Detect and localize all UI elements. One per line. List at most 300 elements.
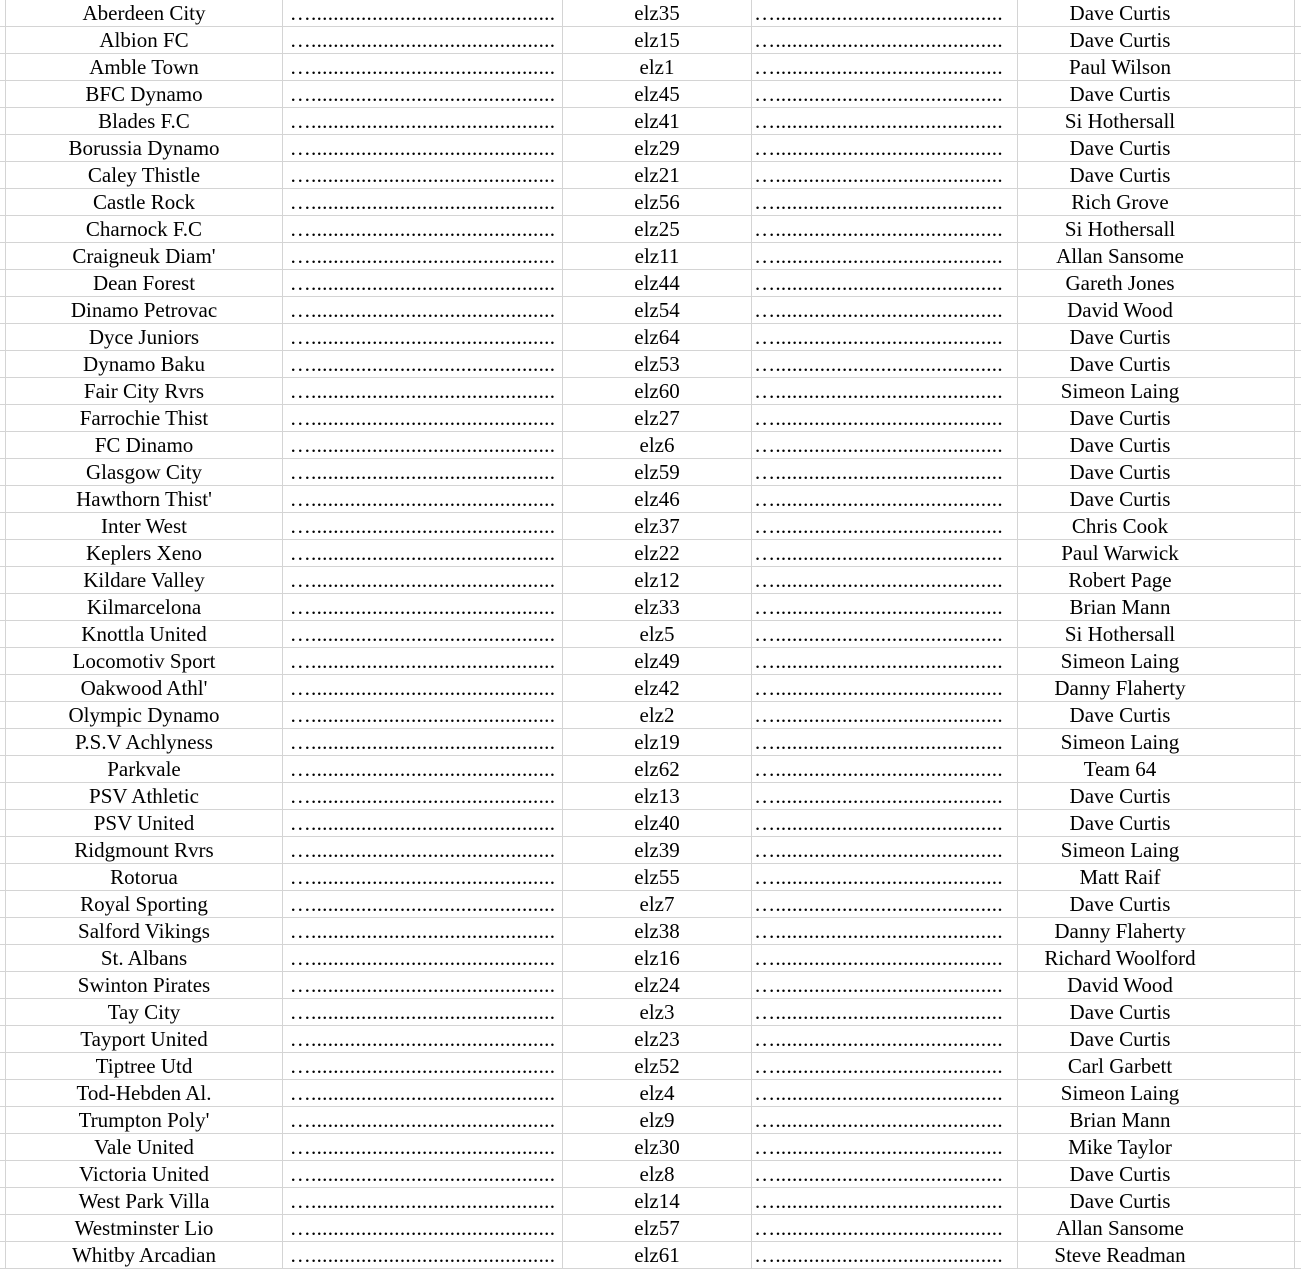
table-row	[0, 1107, 1301, 1134]
team-code-cell[interactable]: elz52	[563, 1053, 752, 1080]
manager-name-cell[interactable]: Dave Curtis	[1018, 135, 1295, 162]
team-name-cell[interactable]: Dyce Juniors	[6, 324, 283, 351]
team-name-cell[interactable]: Victoria United	[6, 1161, 283, 1188]
dotted-leader-cell[interactable]: …............................................	[283, 810, 563, 837]
dotted-leader-cell[interactable]: ….........................................	[752, 945, 1018, 972]
table-row	[0, 594, 1301, 621]
manager-name-cell[interactable]: Allan Sansome	[1018, 243, 1295, 270]
dotted-leader-cell[interactable]: ….........................................	[752, 864, 1018, 891]
gutter-cell-right[interactable]	[1295, 999, 1301, 1026]
team-code-cell[interactable]: elz40	[563, 810, 752, 837]
team-code-cell[interactable]: elz2	[563, 702, 752, 729]
team-name-cell[interactable]: Royal Sporting	[6, 891, 283, 918]
dotted-leader-cell[interactable]: …............................................	[283, 270, 563, 297]
team-name-cell[interactable]: FC Dinamo	[6, 432, 283, 459]
team-code-cell[interactable]: elz30	[563, 1134, 752, 1161]
manager-name-cell[interactable]: Dave Curtis	[1018, 405, 1295, 432]
dotted-leader-cell[interactable]: ….........................................	[752, 783, 1018, 810]
team-name-cell[interactable]: Tiptree Utd	[6, 1053, 283, 1080]
manager-name-cell[interactable]: Robert Page	[1018, 567, 1295, 594]
team-name-cell[interactable]: Borussia Dynamo	[6, 135, 283, 162]
dotted-leader-cell[interactable]: ….........................................	[752, 81, 1018, 108]
team-name-cell[interactable]: PSV United	[6, 810, 283, 837]
manager-name-cell[interactable]: Si Hothersall	[1018, 108, 1295, 135]
dotted-leader-cell[interactable]: …............................................	[283, 486, 563, 513]
dotted-leader-cell[interactable]: ….........................................	[752, 1242, 1018, 1269]
dotted-leader-cell[interactable]: ….........................................	[752, 432, 1018, 459]
team-name-cell[interactable]: Dynamo Baku	[6, 351, 283, 378]
manager-name-cell[interactable]: Danny Flaherty	[1018, 675, 1295, 702]
team-code-cell[interactable]: elz4	[563, 1080, 752, 1107]
manager-name-cell[interactable]: Dave Curtis	[1018, 81, 1295, 108]
team-name-cell[interactable]: Westminster Lio	[6, 1215, 283, 1242]
dotted-leader-cell[interactable]: …............................................	[283, 0, 563, 27]
gutter-cell-right[interactable]	[1295, 1026, 1301, 1053]
table-row	[0, 108, 1301, 135]
dotted-leader-cell[interactable]: ….........................................	[752, 702, 1018, 729]
dotted-leader-cell[interactable]: …............................................	[283, 459, 563, 486]
team-code-cell[interactable]: elz64	[563, 324, 752, 351]
manager-name-cell[interactable]: Dave Curtis	[1018, 810, 1295, 837]
dotted-leader-cell[interactable]: ….........................................	[752, 162, 1018, 189]
table-row	[0, 270, 1301, 297]
team-name-cell[interactable]: BFC Dynamo	[6, 81, 283, 108]
team-name-cell[interactable]: Tod-Hebden Al.	[6, 1080, 283, 1107]
gutter-cell-right[interactable]	[1295, 162, 1301, 189]
dotted-leader-cell[interactable]: ….........................................	[752, 837, 1018, 864]
manager-name-cell[interactable]: Brian Mann	[1018, 594, 1295, 621]
manager-name-cell[interactable]: Dave Curtis	[1018, 486, 1295, 513]
team-code-cell[interactable]: elz24	[563, 972, 752, 999]
dotted-leader-cell[interactable]: …............................................	[283, 864, 563, 891]
dotted-leader-cell[interactable]: …............................................	[283, 702, 563, 729]
team-code-cell[interactable]: elz60	[563, 378, 752, 405]
team-name-cell[interactable]: Ridgmount Rvrs	[6, 837, 283, 864]
gutter-cell-right[interactable]	[1295, 621, 1301, 648]
manager-name-cell[interactable]: Paul Warwick	[1018, 540, 1295, 567]
gutter-cell-right[interactable]	[1295, 405, 1301, 432]
team-name-cell[interactable]: P.S.V Achlyness	[6, 729, 283, 756]
dotted-leader-cell[interactable]: …............................................	[283, 783, 563, 810]
team-name-cell[interactable]: West Park Villa	[6, 1188, 283, 1215]
manager-name-cell[interactable]: Simeon Laing	[1018, 1080, 1295, 1107]
manager-name-cell[interactable]: Chris Cook	[1018, 513, 1295, 540]
team-name-cell[interactable]: Keplers Xeno	[6, 540, 283, 567]
manager-name-cell[interactable]: Paul Wilson	[1018, 54, 1295, 81]
gutter-cell-right[interactable]	[1295, 432, 1301, 459]
gutter-cell-right[interactable]	[1295, 675, 1301, 702]
team-name-cell[interactable]: Fair City Rvrs	[6, 378, 283, 405]
manager-name-cell[interactable]: Matt Raif	[1018, 864, 1295, 891]
dotted-leader-cell[interactable]: ….........................................	[752, 405, 1018, 432]
team-name-cell[interactable]: Hawthorn Thist'	[6, 486, 283, 513]
team-name-cell[interactable]: Locomotiv Sport	[6, 648, 283, 675]
manager-name-cell[interactable]: Si Hothersall	[1018, 621, 1295, 648]
gutter-cell-right[interactable]	[1295, 567, 1301, 594]
team-code-cell[interactable]: elz37	[563, 513, 752, 540]
team-code-cell[interactable]: elz5	[563, 621, 752, 648]
manager-name-cell[interactable]: Carl Garbett	[1018, 1053, 1295, 1080]
dotted-leader-cell[interactable]: ….........................................	[752, 1188, 1018, 1215]
dotted-leader-cell[interactable]: …............................................	[283, 999, 563, 1026]
gutter-cell-right[interactable]	[1295, 324, 1301, 351]
team-code-cell[interactable]: elz12	[563, 567, 752, 594]
dotted-leader-cell[interactable]: ….........................................	[752, 459, 1018, 486]
team-code-cell[interactable]: elz21	[563, 162, 752, 189]
gutter-cell-right[interactable]	[1295, 1161, 1301, 1188]
dotted-leader-cell[interactable]: …............................................	[283, 108, 563, 135]
manager-name-cell[interactable]: Mike Taylor	[1018, 1134, 1295, 1161]
manager-name-cell[interactable]: Richard Woolford	[1018, 945, 1295, 972]
dotted-leader-cell[interactable]: ….........................................	[752, 0, 1018, 27]
dotted-leader-cell[interactable]: ….........................................	[752, 324, 1018, 351]
table-row	[0, 918, 1301, 945]
gutter-cell-right[interactable]	[1295, 945, 1301, 972]
dotted-leader-cell[interactable]: ….........................................	[752, 621, 1018, 648]
dotted-leader-cell[interactable]: ….........................................	[752, 1161, 1018, 1188]
gutter-cell-right[interactable]	[1295, 27, 1301, 54]
team-code-cell[interactable]: elz49	[563, 648, 752, 675]
dotted-leader-cell[interactable]: ….........................................	[752, 297, 1018, 324]
dotted-leader-cell[interactable]: ….........................................	[752, 540, 1018, 567]
gutter-cell-right[interactable]	[1295, 702, 1301, 729]
manager-name-cell[interactable]: Simeon Laing	[1018, 729, 1295, 756]
dotted-leader-cell[interactable]: …............................................	[283, 567, 563, 594]
team-code-cell[interactable]: elz22	[563, 540, 752, 567]
manager-name-cell[interactable]: Dave Curtis	[1018, 999, 1295, 1026]
dotted-leader-cell[interactable]: ….........................................	[752, 675, 1018, 702]
team-code-cell[interactable]: elz35	[563, 0, 752, 27]
dotted-leader-cell[interactable]: …............................................	[283, 54, 563, 81]
team-code-cell[interactable]: elz46	[563, 486, 752, 513]
manager-name-cell[interactable]: David Wood	[1018, 972, 1295, 999]
dotted-leader-cell[interactable]: ….........................................	[752, 999, 1018, 1026]
dotted-leader-cell[interactable]: …............................................	[283, 1107, 563, 1134]
team-name-cell[interactable]: Kilmarcelona	[6, 594, 283, 621]
dotted-leader-cell[interactable]: …............................................	[283, 540, 563, 567]
dotted-leader-cell[interactable]: …............................................	[283, 513, 563, 540]
gutter-cell-right[interactable]	[1295, 810, 1301, 837]
dotted-leader-cell[interactable]: ….........................................	[752, 810, 1018, 837]
dotted-leader-cell[interactable]: …............................................	[283, 1080, 563, 1107]
team-name-cell[interactable]: Aberdeen City	[6, 0, 283, 27]
team-code-cell[interactable]: elz14	[563, 1188, 752, 1215]
dotted-leader-cell[interactable]: ….........................................	[752, 1053, 1018, 1080]
dotted-leader-cell[interactable]: …............................................	[283, 675, 563, 702]
gutter-cell-right[interactable]	[1295, 513, 1301, 540]
team-name-cell[interactable]: Amble Town	[6, 54, 283, 81]
dotted-leader-cell[interactable]: …............................................	[283, 432, 563, 459]
manager-name-cell[interactable]: Dave Curtis	[1018, 891, 1295, 918]
manager-name-cell[interactable]: Dave Curtis	[1018, 351, 1295, 378]
table-row	[0, 162, 1301, 189]
table-row	[0, 189, 1301, 216]
team-name-cell[interactable]: Inter West	[6, 513, 283, 540]
table-row	[0, 1188, 1301, 1215]
team-code-cell[interactable]: elz33	[563, 594, 752, 621]
team-code-cell[interactable]: elz19	[563, 729, 752, 756]
dotted-leader-cell[interactable]: ….........................................	[752, 351, 1018, 378]
dotted-leader-cell[interactable]: …............................................	[283, 405, 563, 432]
team-name-cell[interactable]: Dinamo Petrovac	[6, 297, 283, 324]
gutter-cell-right[interactable]	[1295, 1134, 1301, 1161]
dotted-leader-cell[interactable]: ….........................................	[752, 216, 1018, 243]
team-name-cell[interactable]: Glasgow City	[6, 459, 283, 486]
manager-name-cell[interactable]: Dave Curtis	[1018, 1161, 1295, 1188]
table-row	[0, 891, 1301, 918]
gutter-cell-right[interactable]	[1295, 756, 1301, 783]
team-code-cell[interactable]: elz8	[563, 1161, 752, 1188]
team-name-cell[interactable]: Craigneuk Diam'	[6, 243, 283, 270]
team-code-cell[interactable]: elz25	[563, 216, 752, 243]
dotted-leader-cell[interactable]: …............................................	[283, 162, 563, 189]
gutter-cell-right[interactable]	[1295, 648, 1301, 675]
table-row	[0, 1053, 1301, 1080]
team-code-cell[interactable]: elz7	[563, 891, 752, 918]
gutter-cell-right[interactable]	[1295, 837, 1301, 864]
team-code-cell[interactable]: elz23	[563, 1026, 752, 1053]
dotted-leader-cell[interactable]: …............................................	[283, 1053, 563, 1080]
gutter-cell-right[interactable]	[1295, 351, 1301, 378]
dotted-leader-cell[interactable]: …............................................	[283, 729, 563, 756]
dotted-leader-cell[interactable]: …............................................	[283, 621, 563, 648]
team-code-cell[interactable]: elz13	[563, 783, 752, 810]
team-name-cell[interactable]: Blades F.C	[6, 108, 283, 135]
dotted-leader-cell[interactable]: …............................................	[283, 756, 563, 783]
manager-name-cell[interactable]: Dave Curtis	[1018, 432, 1295, 459]
gutter-cell-right[interactable]	[1295, 0, 1301, 27]
dotted-leader-cell[interactable]: ….........................................	[752, 1215, 1018, 1242]
team-name-cell[interactable]: Rotorua	[6, 864, 283, 891]
team-name-cell[interactable]: Charnock F.C	[6, 216, 283, 243]
dotted-leader-cell[interactable]: ….........................................	[752, 648, 1018, 675]
dotted-leader-cell[interactable]: ….........................................	[752, 486, 1018, 513]
dotted-leader-cell[interactable]: ….........................................	[752, 243, 1018, 270]
dotted-leader-cell[interactable]: ….........................................	[752, 189, 1018, 216]
gutter-cell-right[interactable]	[1295, 135, 1301, 162]
table-row	[0, 972, 1301, 999]
dotted-leader-cell[interactable]: …............................................	[283, 1242, 563, 1269]
manager-name-cell[interactable]: Brian Mann	[1018, 1107, 1295, 1134]
table-row	[0, 243, 1301, 270]
gutter-cell-right[interactable]	[1295, 1215, 1301, 1242]
manager-name-cell[interactable]: Steve Readman	[1018, 1242, 1295, 1269]
dotted-leader-cell[interactable]: …............................................	[283, 27, 563, 54]
dotted-leader-cell[interactable]: ….........................................	[752, 1107, 1018, 1134]
team-name-cell[interactable]: Swinton Pirates	[6, 972, 283, 999]
team-name-cell[interactable]: Kildare Valley	[6, 567, 283, 594]
gutter-cell-right[interactable]	[1295, 864, 1301, 891]
team-code-cell[interactable]: elz45	[563, 81, 752, 108]
team-code-cell[interactable]: elz61	[563, 1242, 752, 1269]
team-code-cell[interactable]: elz6	[563, 432, 752, 459]
dotted-leader-cell[interactable]: ….........................................	[752, 891, 1018, 918]
manager-name-cell[interactable]: Allan Sansome	[1018, 1215, 1295, 1242]
team-code-cell[interactable]: elz57	[563, 1215, 752, 1242]
gutter-cell-right[interactable]	[1295, 486, 1301, 513]
gutter-cell-right[interactable]	[1295, 378, 1301, 405]
dotted-leader-cell[interactable]: …............................................	[283, 891, 563, 918]
dotted-leader-cell[interactable]: …............................................	[283, 837, 563, 864]
dotted-leader-cell[interactable]: …............................................	[283, 81, 563, 108]
gutter-cell-right[interactable]	[1295, 729, 1301, 756]
team-code-cell[interactable]: elz11	[563, 243, 752, 270]
manager-name-cell[interactable]: Dave Curtis	[1018, 324, 1295, 351]
dotted-leader-cell[interactable]: ….........................................	[752, 1026, 1018, 1053]
dotted-leader-cell[interactable]: …............................................	[283, 648, 563, 675]
table-row	[0, 459, 1301, 486]
table-row	[0, 1080, 1301, 1107]
table-row	[0, 1242, 1301, 1269]
team-code-cell[interactable]: elz42	[563, 675, 752, 702]
dotted-leader-cell[interactable]: …............................................	[283, 243, 563, 270]
manager-name-cell[interactable]: Dave Curtis	[1018, 702, 1295, 729]
dotted-leader-cell[interactable]: …............................................	[283, 297, 563, 324]
dotted-leader-cell[interactable]: …............................................	[283, 945, 563, 972]
dotted-leader-cell[interactable]: ….........................................	[752, 378, 1018, 405]
team-code-cell[interactable]: elz16	[563, 945, 752, 972]
gutter-cell-right[interactable]	[1295, 243, 1301, 270]
manager-name-cell[interactable]: Simeon Laing	[1018, 648, 1295, 675]
team-code-cell[interactable]: elz9	[563, 1107, 752, 1134]
table-row	[0, 621, 1301, 648]
dotted-leader-cell[interactable]: ….........................................	[752, 108, 1018, 135]
team-code-cell[interactable]: elz1	[563, 54, 752, 81]
dotted-leader-cell[interactable]: …............................................	[283, 918, 563, 945]
team-name-cell[interactable]: Parkvale	[6, 756, 283, 783]
manager-name-cell[interactable]: Dave Curtis	[1018, 1026, 1295, 1053]
team-code-cell[interactable]: elz39	[563, 837, 752, 864]
manager-name-cell[interactable]: Danny Flaherty	[1018, 918, 1295, 945]
gutter-cell-right[interactable]	[1295, 1107, 1301, 1134]
gutter-cell-right[interactable]	[1295, 918, 1301, 945]
gutter-cell-right[interactable]	[1295, 54, 1301, 81]
team-name-cell[interactable]: Albion FC	[6, 27, 283, 54]
team-name-cell[interactable]: St. Albans	[6, 945, 283, 972]
dotted-leader-cell[interactable]: …............................................	[283, 135, 563, 162]
team-name-cell[interactable]: Tay City	[6, 999, 283, 1026]
gutter-cell-right[interactable]	[1295, 972, 1301, 999]
dotted-leader-cell[interactable]: ….........................................	[752, 567, 1018, 594]
team-code-cell[interactable]: elz56	[563, 189, 752, 216]
gutter-cell-right[interactable]	[1295, 216, 1301, 243]
dotted-leader-cell[interactable]: ….........................................	[752, 1080, 1018, 1107]
gutter-cell-right[interactable]	[1295, 297, 1301, 324]
team-code-cell[interactable]: elz59	[563, 459, 752, 486]
dotted-leader-cell[interactable]: …............................................	[283, 1026, 563, 1053]
dotted-leader-cell[interactable]: ….........................................	[752, 594, 1018, 621]
dotted-leader-cell[interactable]: …............................................	[283, 1161, 563, 1188]
manager-name-cell[interactable]: Dave Curtis	[1018, 27, 1295, 54]
manager-name-cell[interactable]: Team 64	[1018, 756, 1295, 783]
team-name-cell[interactable]: PSV Athletic	[6, 783, 283, 810]
manager-name-cell[interactable]: David Wood	[1018, 297, 1295, 324]
gutter-cell-right[interactable]	[1295, 891, 1301, 918]
team-code-cell[interactable]: elz15	[563, 27, 752, 54]
gutter-cell-right[interactable]	[1295, 594, 1301, 621]
team-code-cell[interactable]: elz29	[563, 135, 752, 162]
gutter-cell-right[interactable]	[1295, 189, 1301, 216]
team-code-cell[interactable]: elz44	[563, 270, 752, 297]
manager-name-cell[interactable]: Dave Curtis	[1018, 0, 1295, 27]
dotted-leader-cell[interactable]: ….........................................	[752, 918, 1018, 945]
team-name-cell[interactable]: Trumpton Poly'	[6, 1107, 283, 1134]
team-code-cell[interactable]: elz54	[563, 297, 752, 324]
gutter-cell-right[interactable]	[1295, 1242, 1301, 1269]
dotted-leader-cell[interactable]: …............................................	[283, 324, 563, 351]
team-name-cell[interactable]: Olympic Dynamo	[6, 702, 283, 729]
gutter-cell-right[interactable]	[1295, 1053, 1301, 1080]
team-code-cell[interactable]: elz3	[563, 999, 752, 1026]
dotted-leader-cell[interactable]: ….........................................	[752, 54, 1018, 81]
team-code-cell[interactable]: elz27	[563, 405, 752, 432]
team-code-cell[interactable]: elz53	[563, 351, 752, 378]
manager-name-cell[interactable]: Simeon Laing	[1018, 837, 1295, 864]
team-name-cell[interactable]: Caley Thistle	[6, 162, 283, 189]
dotted-leader-cell[interactable]: ….........................................	[752, 756, 1018, 783]
team-name-cell[interactable]: Whitby Arcadian	[6, 1242, 283, 1269]
team-name-cell[interactable]: Salford Vikings	[6, 918, 283, 945]
team-name-cell[interactable]: Tayport United	[6, 1026, 283, 1053]
team-name-cell[interactable]: Farrochie Thist	[6, 405, 283, 432]
dotted-leader-cell[interactable]: ….........................................	[752, 972, 1018, 999]
team-name-cell[interactable]: Dean Forest	[6, 270, 283, 297]
manager-name-cell[interactable]: Simeon Laing	[1018, 378, 1295, 405]
dotted-leader-cell[interactable]: …............................................	[283, 189, 563, 216]
team-code-cell[interactable]: elz38	[563, 918, 752, 945]
dotted-leader-cell[interactable]: ….........................................	[752, 513, 1018, 540]
gutter-cell-right[interactable]	[1295, 81, 1301, 108]
table-row	[0, 864, 1301, 891]
table-row	[0, 702, 1301, 729]
dotted-leader-cell[interactable]: …............................................	[283, 972, 563, 999]
dotted-leader-cell[interactable]: ….........................................	[752, 270, 1018, 297]
manager-name-cell[interactable]: Dave Curtis	[1018, 783, 1295, 810]
manager-name-cell[interactable]: Gareth Jones	[1018, 270, 1295, 297]
dotted-leader-cell[interactable]: …............................................	[283, 594, 563, 621]
dotted-leader-cell[interactable]: …............................................	[283, 1188, 563, 1215]
team-name-cell[interactable]: Knottla United	[6, 621, 283, 648]
dotted-leader-cell[interactable]: …............................................	[283, 1134, 563, 1161]
team-name-cell[interactable]: Castle Rock	[6, 189, 283, 216]
manager-name-cell[interactable]: Rich Grove	[1018, 189, 1295, 216]
dotted-leader-cell[interactable]: …............................................	[283, 378, 563, 405]
dotted-leader-cell[interactable]: ….........................................	[752, 1134, 1018, 1161]
gutter-cell-right[interactable]	[1295, 108, 1301, 135]
manager-name-cell[interactable]: Dave Curtis	[1018, 459, 1295, 486]
gutter-cell-right[interactable]	[1295, 459, 1301, 486]
dotted-leader-cell[interactable]: …............................................	[283, 351, 563, 378]
gutter-cell-right[interactable]	[1295, 1188, 1301, 1215]
manager-name-cell[interactable]: Si Hothersall	[1018, 216, 1295, 243]
dotted-leader-cell[interactable]: ….........................................	[752, 27, 1018, 54]
team-code-cell[interactable]: elz55	[563, 864, 752, 891]
gutter-cell-right[interactable]	[1295, 540, 1301, 567]
team-name-cell[interactable]: Oakwood Athl'	[6, 675, 283, 702]
team-name-cell[interactable]: Vale United	[6, 1134, 283, 1161]
gutter-cell-right[interactable]	[1295, 1080, 1301, 1107]
team-code-cell[interactable]: elz41	[563, 108, 752, 135]
gutter-cell-right[interactable]	[1295, 270, 1301, 297]
dotted-leader-cell[interactable]: …............................................	[283, 1215, 563, 1242]
dotted-leader-cell[interactable]: …............................................	[283, 216, 563, 243]
dotted-leader-cell[interactable]: ….........................................	[752, 135, 1018, 162]
team-code-cell[interactable]: elz62	[563, 756, 752, 783]
dotted-leader-cell[interactable]: ….........................................	[752, 729, 1018, 756]
gutter-cell-right[interactable]	[1295, 783, 1301, 810]
manager-name-cell[interactable]: Dave Curtis	[1018, 1188, 1295, 1215]
manager-name-cell[interactable]: Dave Curtis	[1018, 162, 1295, 189]
